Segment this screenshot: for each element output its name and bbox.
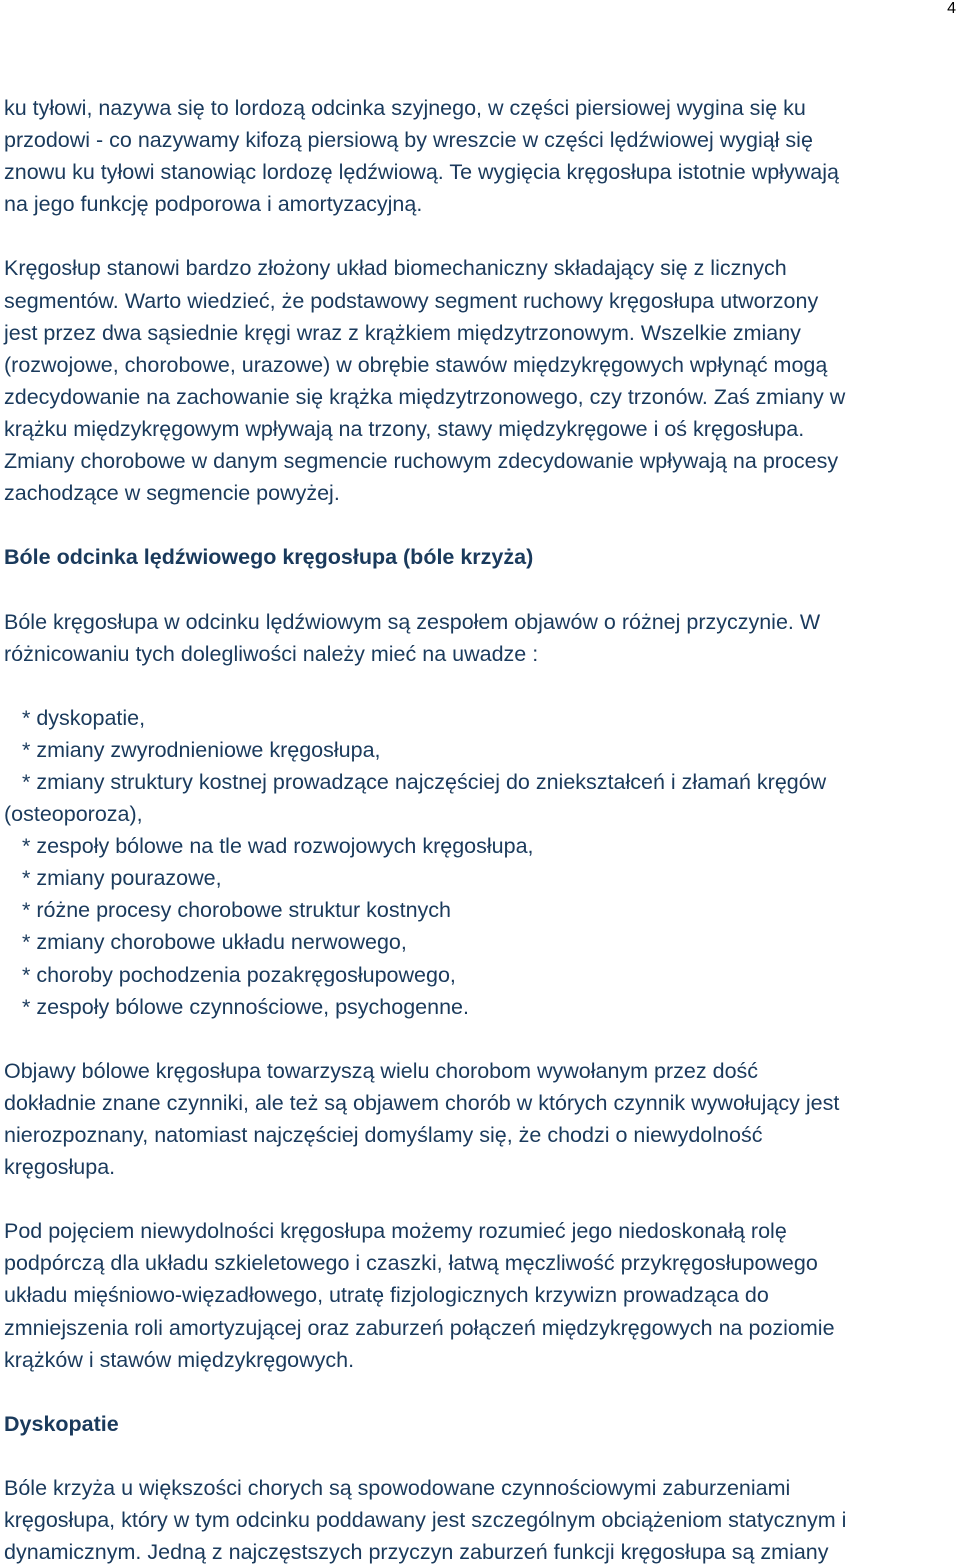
paragraph-gap: [4, 509, 954, 541]
list-item: * zmiany chorobowe układu nerwowego,: [22, 930, 407, 955]
list-item: * choroby pochodzenia pozakręgosłupowego,: [22, 962, 456, 987]
section-heading: [4, 541, 954, 573]
text-line: różnicowaniu tych dolegliwości należy mieć na uwadze :: [4, 641, 539, 666]
list-item: * zmiany pourazowe,: [22, 866, 222, 891]
list-item: * zmiany zwyrodnieniowe kręgosłupa,: [22, 737, 381, 762]
text-line: Bóle kręgosłupa w odcinku lędźwiowym są zespołem objawów o różnej przyczynie. W: [4, 609, 821, 634]
text-line: jest przez dwa sąsiednie kręgi wraz z krążkiem międzytrzonowym. Wszelkie zmiany: [4, 320, 801, 345]
list-item: * zmiany struktury kostnej prowadzące najczęściej do zniekształceń i złamań kręgów: [22, 769, 827, 794]
text-line: zdecydowanie na zachowanie się krążka międzytrzonowego, czy trzonów. Zaś zmiany w: [4, 384, 846, 409]
paragraph-gap: [4, 573, 954, 605]
paragraph-gap: [4, 1183, 954, 1215]
paragraph: [4, 1055, 954, 1183]
text-line: dokładnie znane czynniki, ale też są objawem chorób w których czynnik wywołujący jest: [4, 1090, 840, 1115]
paragraph: [4, 606, 954, 670]
text-line: segmentów. Warto wiedzieć, że podstawowy segment ruchowy kręgosłupa utworzony: [4, 288, 819, 313]
text-line: przodowi - co nazywamy kifozą piersiową by wreszcie w części lędźwiowej wygiął się: [4, 128, 813, 153]
section-heading: [4, 1408, 954, 1440]
text-line: krążków i stawów międzykręgowych.: [4, 1347, 355, 1372]
paragraph: [4, 252, 954, 509]
text-line: Zmiany chorobowe w danym segmencie ruchowym zdecydowanie wpływają na procesy: [4, 449, 839, 474]
paragraph: [4, 1472, 954, 1568]
text-line: zmniejszenia roli amortyzującej oraz zaburzeń połączeń międzykręgowych na poziomie: [4, 1315, 835, 1340]
text-line: Pod pojęciem niewydolności kręgosłupa możemy rozumieć jego niedoskonałą rolę: [4, 1219, 787, 1244]
paragraph-gap: [4, 1440, 954, 1472]
document-body: [4, 92, 954, 1568]
page-number: 4: [947, 0, 956, 17]
heading-text: Bóle odcinka lędźwiowego kręgosłupa (bóle krzyża): [4, 545, 534, 570]
list-item: * różne procesy chorobowe struktur kostnych: [22, 898, 452, 923]
paragraph-gap: [4, 1023, 954, 1055]
heading-text: Dyskopatie: [4, 1411, 119, 1436]
paragraph: [4, 92, 954, 220]
text-line: krążku międzykręgowym wpływają na trzony, stawy międzykręgowe i oś kręgosłupa.: [4, 416, 805, 441]
text-line: nierozpoznany, natomiast najczęściej domyślamy się, że chodzi o niewydolność: [4, 1123, 763, 1147]
paragraph-gap: [4, 1376, 954, 1408]
list-item: * dyskopatie,: [22, 705, 146, 730]
text-line: znowu ku tyłowi stanowiąc lordozę lędźwiową. Te wygięcia kręgosłupa istotnie wpływają: [4, 160, 839, 185]
paragraph-gap: [4, 670, 954, 702]
text-line: ku tyłowi, nazywa się to lordozą odcinka szyjnego, w części piersiowej wygina się ku: [4, 96, 806, 120]
text-line: kręgosłupa.: [4, 1155, 116, 1180]
text-line: (rozwojowe, chorobowe, urazowe) w obrębie stawów międzykręgowych wpłynąć mogą: [4, 352, 828, 377]
paragraph: [4, 1215, 954, 1375]
text-line: zachodzące w segmencie powyżej.: [4, 481, 340, 506]
list-item: * zespoły bólowe na tle wad rozwojowych kręgosłupa,: [22, 834, 534, 859]
text-line: Kręgosłup stanowi bardzo złożony układ biomechaniczny składający się z licznych: [4, 256, 787, 281]
text-line: na jego funkcję podporowa i amortyzacyjną.: [4, 192, 423, 217]
text-line: podpórczą dla układu szkieletowego i czaszki, łatwą męczliwość przykręgosłupowego: [4, 1251, 818, 1276]
text-line: Bóle krzyża u większości chorych są spowodowane czynnościowymi zaburzeniami: [4, 1476, 791, 1501]
list-item: * zespoły bólowe czynnościowe, psychogenne.: [22, 994, 469, 1019]
paragraph-gap: [4, 220, 954, 252]
text-line: Objawy bólowe kręgosłupa towarzyszą wielu chorobom wywołanym przez dość: [4, 1058, 759, 1083]
text-line: układu mięśniowo-więzadłowego, utratę fizjologicznych krzywizn prowadząca do: [4, 1283, 769, 1308]
list-item: (osteoporoza),: [4, 802, 143, 827]
text-line: kręgosłupa, który w tym odcinku poddawany jest szczególnym obciążeniom statycznym i: [4, 1508, 847, 1533]
bullet-list: [4, 702, 954, 1023]
text-line: dynamicznym. Jedną z najczęstszych przyczyn zaburzeń funkcji kręgosłupa są zmiany: [4, 1540, 829, 1565]
